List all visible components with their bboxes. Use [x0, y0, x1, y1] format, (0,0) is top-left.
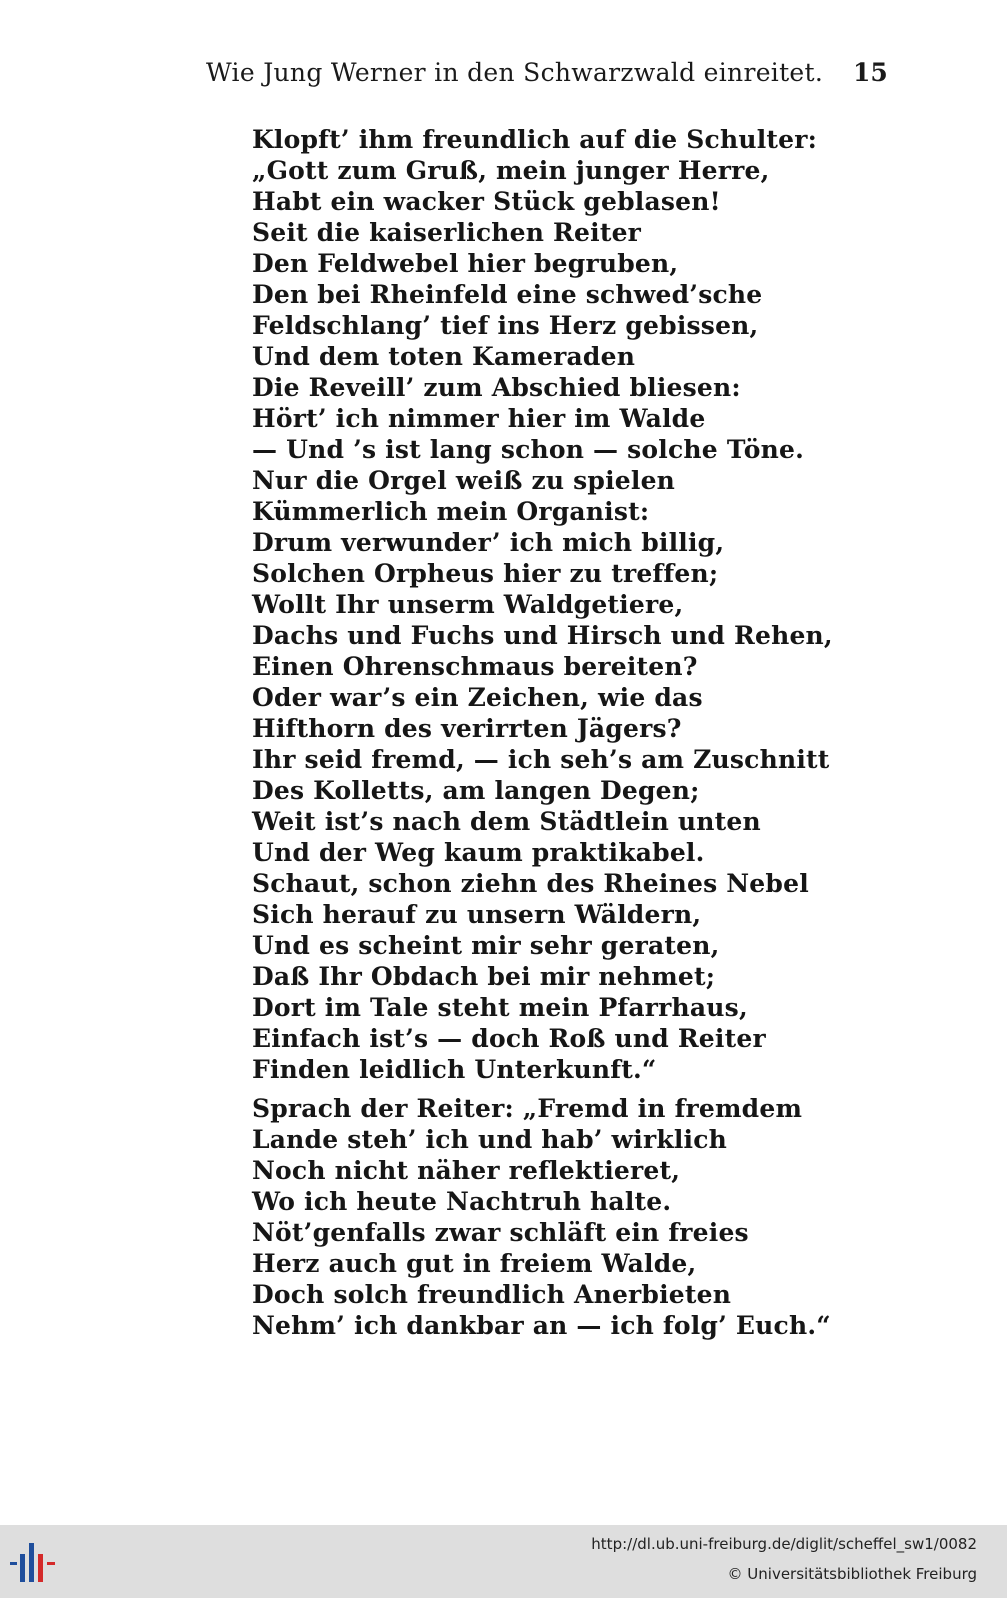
verse-line: Und es scheint mir sehr geraten, — [252, 931, 720, 960]
verse-line: Schaut, schon ziehn des Rheines Nebel — [252, 869, 809, 898]
verse-line: Nöt’genfalls zwar schläft ein freies — [252, 1218, 749, 1247]
verse-line: Finden leidlich Unterkunft.“ — [252, 1055, 657, 1084]
verse-line: Feldschlang’ tief ins Herz gebissen, — [252, 311, 759, 340]
verse-line: Dort im Tale steht mein Pfarrhaus, — [252, 993, 748, 1022]
verse-line: Sprach der Reiter: „Fremd in fremdem — [252, 1094, 803, 1123]
page-number: 15 — [853, 58, 888, 87]
verse-line: Den bei Rheinfeld eine schwed’sche — [252, 280, 763, 309]
verse-line: Lande steh’ ich und hab’ wirklich — [252, 1125, 728, 1154]
verse-line: Und der Weg kaum praktikabel. — [252, 838, 705, 867]
verse-line: Daß Ihr Obdach bei mir nehmet; — [252, 962, 716, 991]
ub-freiburg-logo-icon — [10, 1539, 64, 1587]
verse-line: Wollt Ihr unserm Waldgetiere, — [252, 590, 684, 619]
verse-line: Seit die kaiserlichen Reiter — [252, 218, 642, 247]
verse-line: Des Kolletts, am langen Degen; — [252, 776, 700, 805]
verse-line: Drum verwunder’ ich mich billig, — [252, 528, 725, 557]
verse-line: Und dem toten Kameraden — [252, 342, 636, 371]
stanza-1 — [252, 124, 833, 1085]
verse-line: Nehm’ ich dankbar an — ich folg’ Euch.“ — [252, 1311, 831, 1340]
verse-line: Klopft’ ihm freundlich auf die Schulter: — [252, 125, 818, 154]
verse-line: Hifthorn des verirrten Jägers? — [252, 714, 682, 743]
verse-line: Nur die Orgel weiß zu spielen — [252, 466, 676, 495]
viewer-footer — [0, 1525, 1007, 1598]
verse-line: Einfach ist’s — doch Roß und Reiter — [252, 1024, 766, 1053]
verse-line: Solchen Orpheus hier zu treffen; — [252, 559, 719, 588]
verse-line: — Und ’s ist lang schon — solche Töne. — [252, 435, 804, 464]
verse-line: Hört’ ich nimmer hier im Walde — [252, 404, 706, 433]
verse-line: Dachs und Fuchs und Hirsch und Rehen, — [252, 621, 833, 650]
running-head: Wie Jung Werner in den Schwarzwald einreitet. — [206, 58, 824, 87]
verse-line: Wo ich heute Nachtruh halte. — [252, 1187, 672, 1216]
verse-line: Kümmerlich mein Organist: — [252, 497, 650, 526]
verse-line: Sich herauf zu unsern Wäldern, — [252, 900, 702, 929]
verse-line: Oder war’s ein Zeichen, wie das — [252, 683, 703, 712]
verse-line: Einen Ohrenschmaus bereiten? — [252, 652, 698, 681]
footer-copyright: © Universitätsbibliothek Freiburg — [727, 1565, 977, 1583]
verse-line: Doch solch freundlich Anerbieten — [252, 1280, 732, 1309]
verse-line: Weit ist’s nach dem Städtlein unten — [252, 807, 761, 836]
stanza-2 — [252, 1093, 831, 1341]
verse-line: Den Feldwebel hier begruben, — [252, 249, 679, 278]
verse-line: Habt ein wacker Stück geblasen! — [252, 187, 721, 216]
verse-line: „Gott zum Gruß, mein junger Herre, — [252, 156, 770, 185]
verse-line: Herz auch gut in freiem Walde, — [252, 1249, 697, 1278]
footer-permalink[interactable]: http://dl.ub.uni-freiburg.de/diglit/scheffel_sw1/0082 — [591, 1535, 977, 1553]
verse-line: Noch nicht näher reflektieret, — [252, 1156, 681, 1185]
verse-line: Die Reveill’ zum Abschied bliesen: — [252, 373, 741, 402]
verse-line: Ihr seid fremd, — ich seh’s am Zuschnitt — [252, 745, 830, 774]
